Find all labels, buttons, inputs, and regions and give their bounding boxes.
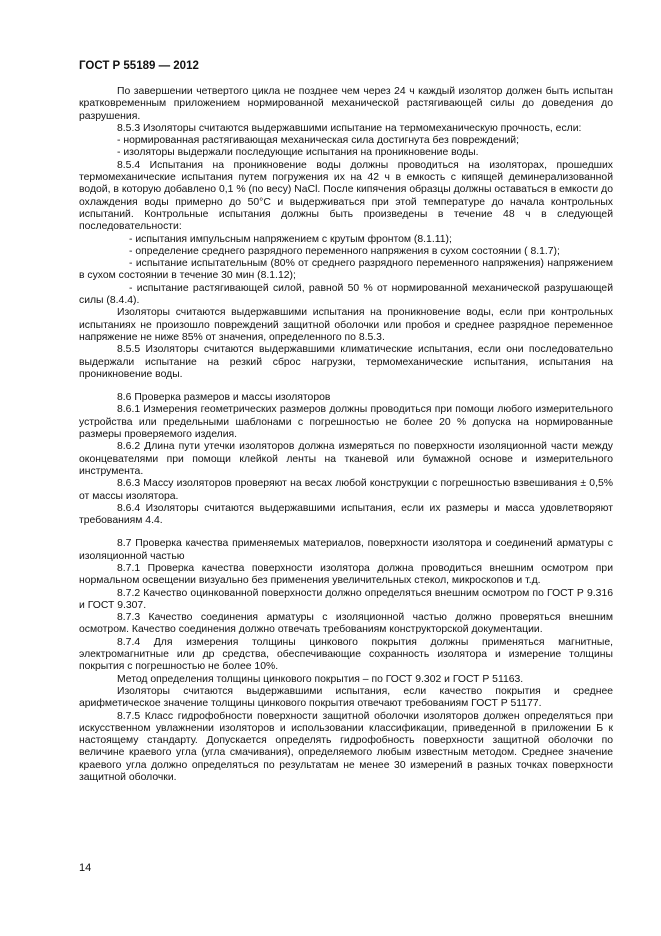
paragraph: 8.5.4 Испытания на проникновение воды должны проводиться на изоляторах, прошедших термомеханические испытания путем погружения их на 42 ч в емкость с кипящей деминерализованной водой, в которую добавлено 0,1 % (по весу) NaCl. После кипячения образцы должны оставаться в емкости до охлаждения воды примерно до 50°С и выдерживаться при этой температуре до начала контрольных испытаний. Контрольные испытания должны быть произведены в течение 48 ч в следующей последовательности: xyxy=(79,159,613,233)
paragraph: 8.6.2 Длина пути утечки изоляторов должна измеряться по поверхности изоляционной части между оконцевателями при помощи клейкой ленты на тканевой или бумажной основе и измерительного инструмента. xyxy=(79,441,613,477)
paragraph: 8.6 Проверка размеров и массы изоляторов xyxy=(117,392,331,404)
paragraph: 8.5.5 Изоляторы считаются выдержавшими климатические испытания, если они последовательно выдержали испытание на резкий сброс нагрузки, термомеханические испытания, испытания на проникновение воды. xyxy=(79,344,613,380)
paragraph: - определение среднего разрядного переменного напряжения в сухом состоянии ( 8.1.7); xyxy=(129,245,560,257)
paragraph: - испытание растягивающей силой, равной 50 % от нормированной механической разрушающей силы (8.4.4). xyxy=(79,282,613,307)
paragraph: 8.7.4 Для измерения толщины цинкового покрытия должны применяться магнитные, электромагнитные или др средства, обеспечивающие сохранность изолятора и измерение толщины покрытия с погрешностью не более 10%. xyxy=(79,636,613,673)
paragraph: 8.7.3 Качество соединения арматуры с изоляционной частью должно проверяться внешним осмотром. Качество соединения должно отвечать требованиям конструкторской документации. xyxy=(79,612,613,636)
paragraph: 8.6.3 Массу изоляторов проверяют на весах любой конструкции с погрешностью взвешивания ± 0,5% от массы изолятора. xyxy=(79,478,613,502)
paragraph: Изоляторы считаются выдержавшими испытания на проникновение воды, если при контрольных испытаниях не произошло повреждений защитной оболочки или пробоя и среднее разрядное переменное напряжение не ниже 85% от значения, определенного по 8.5.3. xyxy=(79,307,613,343)
paragraph: По завершении четвертого цикла не позднее чем через 24 ч каждый изолятор должен быть испытан кратковременным приложением нормированной механической растягивающей силы до доведения до разрушения. xyxy=(79,86,613,122)
paragraph: - испытание испытательным (80% от среднего разрядного переменного напряжения) напряжением в сухом состоянии в течение 30 мин (8.1.12); xyxy=(79,258,613,282)
document-header: ГОСТ Р 55189 — 2012 xyxy=(79,60,199,72)
paragraph: Изоляторы считаются выдержавшими испытания, если качество покрытия и среднее арифметическое значение толщины цинкового покрытия отвечают требованиям ГОСТ Р 51177. xyxy=(79,685,613,710)
paragraph: 8.7.1 Проверка качества поверхности изолятора должна проводиться внешним осмотром при нормальном освещении визуально без применения увеличительных стекол, микроскопов и т.д. xyxy=(79,562,613,587)
paragraph: 8.7 Проверка качества применяемых материалов, поверхности изолятора и соединений арматуры с изоляционной частью xyxy=(79,538,613,562)
spacer xyxy=(79,381,613,392)
paragraph: 8.6.4 Изоляторы считаются выдержавшими испытания, если их размеры и масса удовлетворяют требованиям 4.4. xyxy=(79,502,613,527)
paragraph: - испытания импульсным напряжением с крутым фронтом (8.1.11); xyxy=(129,233,452,245)
page-number: 14 xyxy=(79,862,92,874)
paragraph: 8.7.5 Класс гидрофобности поверхности защитной оболочки изоляторов должен определяться при искусственном увлажнении изоляторов и использовании классификации, приведенной в приложении Б к настоящему стандарту. Допускается определять гидрофобность поверхности защитной оболочки по величине краевого угла (угла смачивания), определяемого любым известным методом. Среднее значение краевого угла должно определяться по результатам не менее 30 измерений в разных точках поверхности защитной оболочки. xyxy=(79,710,613,784)
paragraph: - изоляторы выдержали последующие испытания на проникновение воды. xyxy=(117,147,479,159)
document-body xyxy=(79,86,613,784)
paragraph: 8.5.3 Изоляторы считаются выдержавшими испытание на термомеханическую прочность, если: xyxy=(117,122,582,134)
paragraph: Метод определения толщины цинкового покрытия – по ГОСТ 9.302 и ГОСТ Р 51163. xyxy=(117,673,524,685)
paragraph: 8.7.2 Качество оцинкованной поверхности должно определяться внешним осмотром по ГОСТ Р 9.316 и ГОСТ 9.307. xyxy=(79,587,613,611)
paragraph: 8.6.1 Измерения геометрических размеров должны проводиться при помощи любого измерительного устройства или предельными шаблонами с погрешностью не более 20 % допуска на нормированные размеры проверяемого изделия. xyxy=(79,404,613,441)
paragraph: - нормированная растягивающая механическая сила достигнута без повреждений; xyxy=(117,135,519,147)
spacer xyxy=(79,527,613,538)
